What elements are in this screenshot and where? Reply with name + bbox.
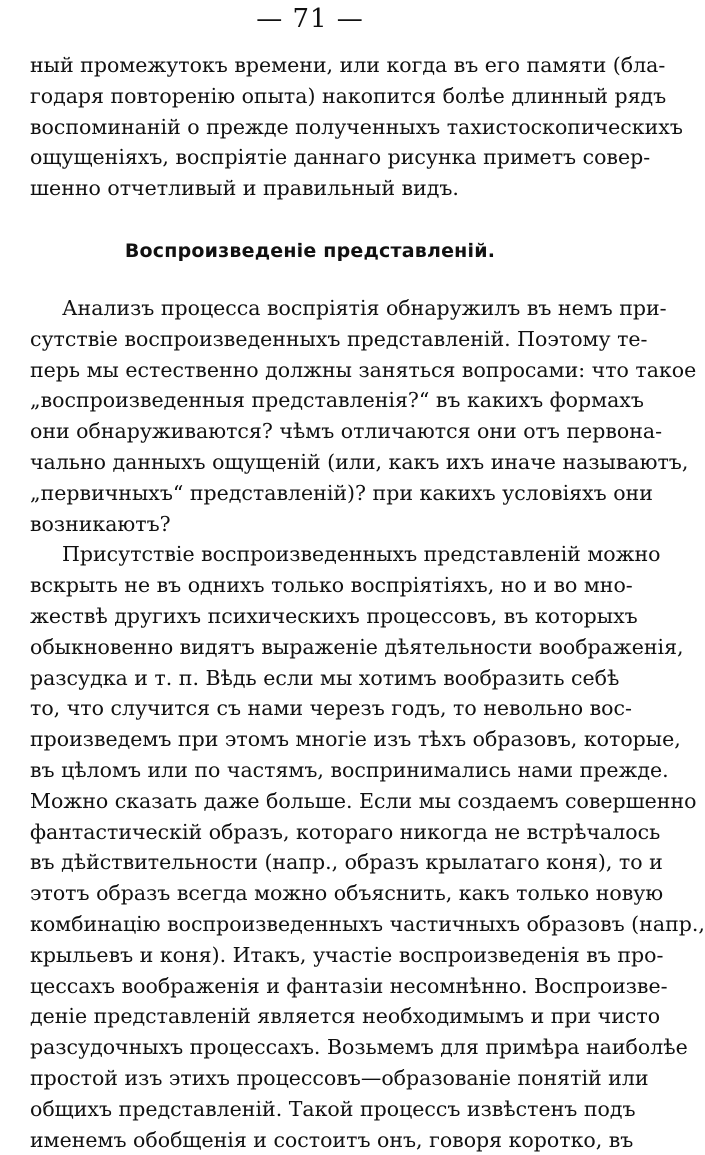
text-line: Присутствіе воспроизведенныхъ представленій можно: [62, 542, 661, 567]
text-line: воспоминаній о прежде полученныхъ тахистоскопическихъ: [30, 114, 683, 139]
text-line: простой изъ этихъ процессовъ—образованіе понятій или: [30, 1065, 649, 1090]
text-line: общихъ представленій. Такой процессъ извѣстенъ подъ: [30, 1096, 636, 1121]
section-heading: Воспроизведеніе представленій.: [124, 240, 496, 262]
text-line: Можно сказать даже больше. Если мы создаемъ совершенно: [30, 788, 697, 813]
text-line: въ цѣломъ или по частямъ, воспринимались нами прежде.: [30, 757, 669, 782]
text-line: обыкновенно видятъ выраженіе дѣятельности воображенія,: [30, 634, 684, 659]
text-line: они обнаруживаются? чѣмъ отличаются они отъ первона-: [30, 419, 663, 444]
text-line: сутствіе воспроизведенныхъ представленій. Поэтому те-: [30, 326, 648, 351]
text-line: то, что случится съ нами черезъ годъ, то невольно вос-: [30, 696, 632, 721]
text-line: вскрыть не въ однихъ только воспріятіяхъ, но и во мно-: [30, 573, 633, 598]
text-line: разсудочныхъ процессахъ. Возьмемъ для примѣра наиболѣе: [30, 1035, 688, 1060]
text-line: Анализъ процесса воспріятія обнаружилъ въ немъ при-: [62, 296, 667, 320]
text-line: возникаютъ?: [30, 511, 171, 536]
text-line: именемъ обобщенія и состоитъ онъ, говоря коротко, въ: [30, 1127, 634, 1152]
text-line: жествѣ другихъ психическихъ процессовъ, въ которыхъ: [30, 603, 638, 628]
text-line: чально данныхъ ощущеній (или, какъ ихъ иначе называютъ,: [30, 449, 689, 474]
text-line: ощущеніяхъ, воспріятіе даннаго рисунка приметъ совер-: [30, 145, 651, 170]
text-line: шенно отчетливый и правильный видъ.: [30, 176, 459, 201]
text-line: „воспроизведенныя представленія?“ въ какихъ формахъ: [30, 388, 644, 413]
text-line: въ дѣйствительности (напр., образъ крылатаго коня), то и: [30, 850, 663, 875]
text-line: разсудка и т. п. Вѣдь если мы хотимъ вообразить себѣ: [30, 665, 620, 690]
text-line: произведемъ при этомъ многіе изъ тѣхъ образовъ, которые,: [30, 727, 681, 752]
text-line: деніе представленій является необходимымъ и при чисто: [30, 1004, 661, 1029]
text-line: годаря повторенію опыта) накопится болѣе длинный рядъ: [30, 83, 667, 108]
text-line: этотъ образъ всегда можно объяснить, какъ только новую: [30, 881, 664, 906]
text-line: комбинацію воспроизведенныхъ частичныхъ образовъ (напр.,: [30, 911, 705, 936]
text-line: крыльевъ и коня). Итакъ, участіе воспроизведенія въ про-: [30, 942, 664, 967]
paragraph-continuation: [30, 50, 683, 204]
text-line: цессахъ воображенія и фантазіи несомнѣнно. Воспроизве-: [30, 973, 668, 998]
text-line: ный промежутокъ времени, или когда въ его памяти (бла-: [30, 53, 666, 77]
text-line: фантастическій образъ, котораго никогда не встрѣчалось: [30, 819, 661, 844]
page-number: — 71 —: [256, 4, 364, 34]
text-line: „первичныхъ“ представленій)? при какихъ условіяхъ они: [30, 480, 653, 505]
text-line: перь мы естественно должны заняться вопросами: что такое: [30, 357, 697, 382]
paragraph-analysis: [30, 293, 705, 1155]
